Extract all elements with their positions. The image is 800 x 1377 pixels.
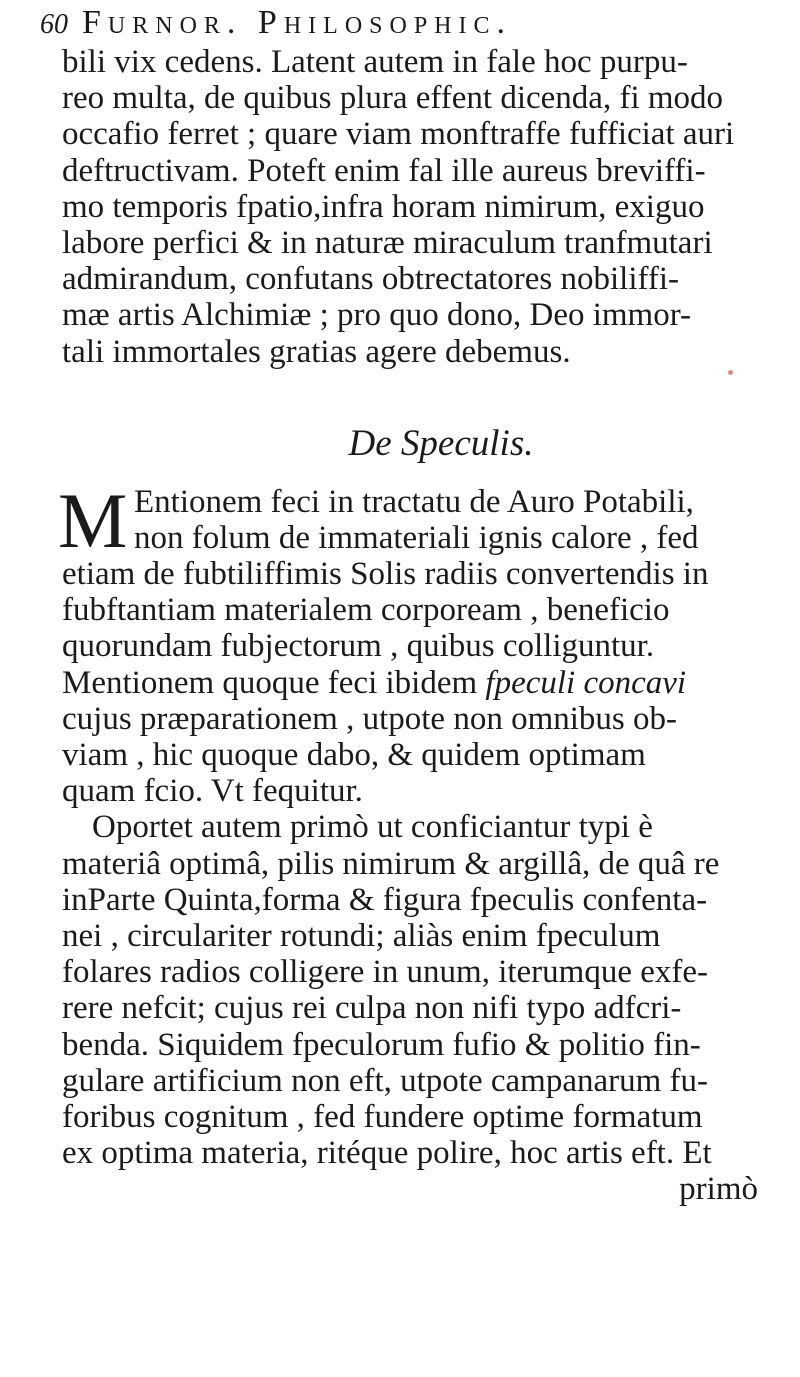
text-line: cujus præparationem , utpote non omnibus ob-	[62, 700, 677, 737]
drop-cap: M	[58, 476, 128, 564]
text-line: viam , hic quoque dabo, & quidem optimam	[62, 737, 646, 773]
text-line: materiâ optimâ, pilis nimirum & argillâ, de quâ re	[62, 845, 720, 882]
text-line: occafio ferret ; quare viam monftraffe fufficiat auri	[62, 116, 735, 153]
text-line: mæ artis Alchimiæ ; pro quo dono, Deo immor-	[62, 297, 692, 334]
running-title: Furnor. Philosophic.	[82, 4, 513, 41]
text-line: bili vix cedens. Latent autem in fale hoc purpu-	[62, 44, 688, 80]
spacer	[62, 370, 780, 422]
body-text	[58, 44, 780, 1208]
text-line: etiam de fubtiliffimis Solis radiis convertendis in	[62, 556, 709, 593]
text-line: admirandum, confutans obtrectatores nobiliffi-	[62, 261, 680, 298]
text-line: Oportet autem primò ut conficiantur typi è	[92, 809, 653, 846]
text-line	[62, 665, 780, 701]
text-line: tali immortales gratias agere debemus.	[62, 333, 571, 370]
italic-term: fpeculi concavi	[485, 664, 687, 701]
paragraph-1	[62, 44, 780, 370]
text-run: Mentionem quoque feci ibidem	[62, 664, 486, 701]
text-line: folares radios colligere in unum, iterumque exfe-	[62, 954, 709, 991]
paragraph-3	[62, 809, 780, 1171]
section-heading: De Speculis.	[348, 422, 534, 464]
text-line: labore perfici & in naturæ miraculum tranfmutari	[62, 224, 713, 261]
paragraph-2	[58, 476, 780, 810]
text-line: rere nefcit; cujus rei culpa non nifi typo adfcri-	[62, 990, 682, 1027]
dropcap-block	[58, 476, 780, 564]
text-line: non folum de immateriali ignis calore , fed	[134, 519, 699, 556]
text-line: quorundam fubjectorum , quibus colliguntur.	[62, 628, 655, 665]
text-line: deftructivam. Poteft enim fal ille aureus breviffi-	[62, 152, 706, 189]
text-line: foribus cognitum , fed fundere optime formatum	[62, 1098, 703, 1135]
text-line: nei , circulariter rotundi; aliàs enim fpeculum	[62, 917, 661, 954]
catchword: primò	[679, 1171, 758, 1208]
ink-speck	[728, 370, 733, 375]
text-line: gulare artificium non eft, utpote campanarum fu-	[62, 1062, 708, 1099]
text-line: benda. Siquidem fpeculorum fufio & politio fin-	[62, 1026, 701, 1063]
text-line: fubftantiam materialem corpoream , beneficio	[62, 592, 670, 629]
text-line: inParte Quinta,forma & figura fpeculis confenta-	[62, 881, 708, 918]
text-line: quam fcio. Vt fequitur.	[62, 773, 363, 810]
page-number: 60	[40, 9, 68, 40]
running-head	[40, 4, 780, 48]
text-line: reo multa, de quibus plura effent dicenda, fi modo	[62, 80, 724, 117]
text-line: Entionem feci in tractatu de Auro Potabili,	[134, 483, 694, 520]
spacer	[62, 466, 780, 484]
text-line: mo temporis fpatio,infra horam nimirum, exiguo	[62, 188, 705, 225]
text-line: ex optima materia, ritéque polire, hoc artis eft. Et	[62, 1135, 712, 1172]
